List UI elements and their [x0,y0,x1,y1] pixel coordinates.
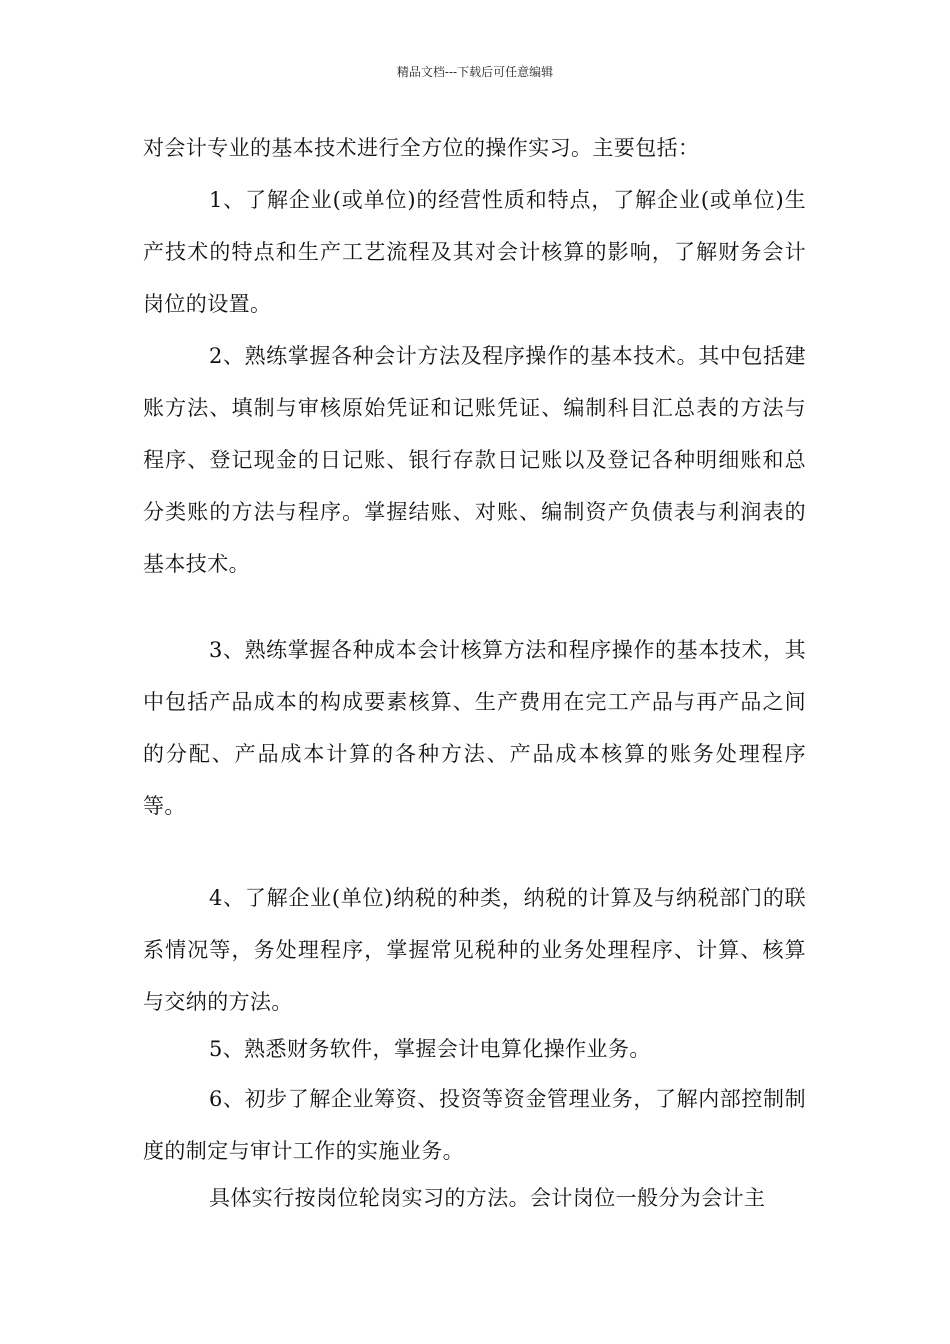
paragraph-item-6-text: 6、初步了解企业筹资、投资等资金管理业务，了解内部控制制度的制定与审计工作的实施业务。 [143,1087,806,1163]
paragraph-intro: 对会计专业的基本技术进行全方位的操作实习。主要包括： [143,136,700,160]
paragraph-item-1 [143,174,806,330]
paragraph-item-4-text: 4、了解企业(单位)纳税的种类，纳税的计算及与纳税部门的联系情况等，务处理程序，掌握常见税种的业务处理程序、计算、核算与交纳的方法。 [143,886,806,1014]
paragraph-item-2-text: 2、熟练掌握各种会计方法及程序操作的基本技术。其中包括建账方法、填制与审核原始凭证和记账凭证、编制科目汇总表的方法与程序、登记现金的日记账、银行存款日记账以及登记各种明细账和总分类账的方法与程序。掌握结账、对账、编制资产负债表与利润表的基本技术。 [143,344,806,576]
paragraph-item-6 [143,1073,806,1177]
paragraph-item-1-text: 1、了解企业(或单位)的经营性质和特点，了解企业(或单位)生产技术的特点和生产工艺流程及其对会计核算的影响，了解财务会计岗位的设置。 [143,188,806,316]
paragraph-item-5-text: 5、熟悉财务软件，掌握会计电算化操作业务。 [209,1037,651,1061]
paragraph-item-3-text: 3、熟练掌握各种成本会计核算方法和程序操作的基本技术，其中包括产品成本的构成要素核算、生产费用在完工产品与再产品之间的分配、产品成本计算的各种方法、产品成本核算的账务处理程序等。 [143,638,806,818]
paragraph-item-4 [143,872,806,1028]
paragraph-method [143,1172,806,1224]
paragraph-item-3 [143,624,806,832]
paragraph-method-text: 具体实行按岗位轮岗实习的方法。会计岗位一般分为会计主 [209,1186,766,1210]
paragraph-item-5 [143,1023,806,1075]
page-header: 精品文档---下载后可任意编辑 [396,65,554,79]
paragraph-item-2 [143,330,806,590]
